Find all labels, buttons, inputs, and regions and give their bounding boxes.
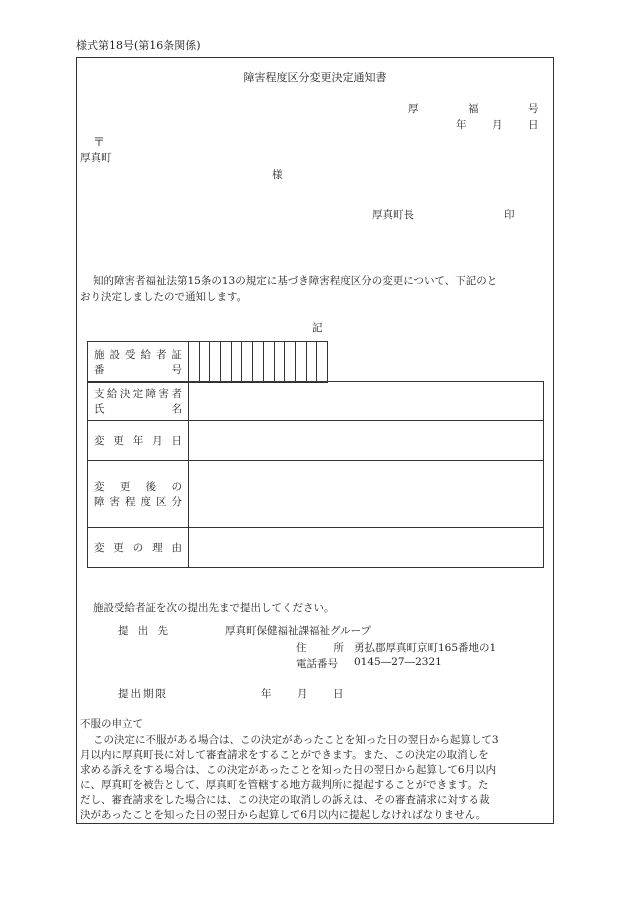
intro-line-1: 知的障害者福祉法第15条の13の規定に基づき障害程度区分の変更について、下記のと (93, 275, 498, 287)
new-disability-class-label: 変 更 後 の 障 害 程 度 区 分 (88, 461, 189, 528)
certificate-number-table (87, 341, 328, 383)
issuer-name: 厚真町長 (372, 209, 414, 221)
appeal-heading: 不服の申立て (80, 718, 143, 730)
change-reason-label: 変 更 の 理 由 (88, 528, 189, 568)
digit-cell[interactable] (199, 342, 210, 383)
intro-line-2: おり決定しましたので通知します。 (80, 291, 248, 303)
cert-label-line-2: 番 号 (94, 364, 182, 376)
deadline-month: 月 (297, 688, 308, 700)
deadline-day: 日 (333, 688, 344, 700)
digit-cell[interactable] (274, 342, 285, 383)
details-table (87, 381, 544, 568)
address-label: 住 所 (296, 642, 344, 654)
ki-label: 記 (312, 322, 323, 334)
seal-mark: 印 (504, 209, 515, 221)
document-title: 障害程度区分変更決定通知書 (243, 71, 387, 84)
submit-to-value: 厚真町保健福祉課福祉グループ (225, 625, 372, 637)
change-date-field[interactable] (189, 421, 544, 461)
phone-label: 電話番号 (296, 658, 338, 670)
table-row (88, 382, 544, 421)
digit-cell[interactable] (306, 342, 317, 383)
submit-to-label: 提 出 先 (118, 625, 168, 637)
recipient-name-field[interactable] (189, 382, 544, 421)
table-row (88, 421, 544, 461)
deadline-year: 年 (261, 688, 272, 700)
change-reason-field[interactable] (189, 528, 544, 568)
appeal-line-4: に、厚真町を被告として、厚真町を管轄する地方裁判所に提起することができます。た (80, 779, 489, 791)
digit-cell[interactable] (242, 342, 253, 383)
phone-value: 0145―27―2321 (354, 656, 442, 668)
table-row (88, 461, 544, 528)
address-value: 勇払郡厚真町京町165番地の1 (354, 642, 497, 654)
doc-number-suffix: 号 (528, 103, 539, 115)
appeal-line-6: 決があったことを知った日の翌日から起算して6月以内に提起しなければなりません。 (80, 809, 487, 821)
doc-number-prefix: 厚 (408, 103, 419, 115)
appeal-line-3: 求める訴えをする場合は、この決定があったことを知った日の翌日から起算して6月以内 (80, 764, 497, 776)
digit-cell[interactable] (210, 342, 221, 383)
deadline-label: 提出期限 (118, 688, 168, 700)
form-number: 様式第18号(第16条関係) (76, 39, 201, 52)
digit-cell[interactable] (285, 342, 296, 383)
new-disability-class-field[interactable] (189, 461, 544, 528)
doc-number-dept: 福 (468, 103, 479, 115)
digit-cell[interactable] (317, 342, 328, 383)
submit-instruction: 施設受給者証を次の提出先まで提出してください。 (93, 602, 335, 614)
digit-cell[interactable] (253, 342, 264, 383)
date-day: 日 (528, 119, 539, 131)
digit-cell[interactable] (231, 342, 242, 383)
digit-cell[interactable] (221, 342, 232, 383)
appeal-line-2: 月以内に厚真町長に対して審査請求をすることができます。また、この決定の取消しを (80, 749, 489, 761)
digit-cell[interactable] (189, 342, 200, 383)
postal-mark: 〒 (93, 135, 106, 149)
digit-cell[interactable] (263, 342, 274, 383)
recipient-honorific: 様 (272, 169, 283, 181)
date-month: 月 (492, 119, 503, 131)
appeal-line-1: この決定に不服がある場合は、この決定があったことを知った日の翌日から起算して3 (93, 734, 499, 746)
recipient-name-label: 支 給 決 定 障 害 者 氏 名 (88, 382, 189, 421)
change-date-label: 変 更 年 月 日 (88, 421, 189, 461)
date-year: 年 (456, 119, 467, 131)
appeal-line-5: だし、審査請求をした場合には、この決定の取消しの訴えは、その審査請求に対する裁 (80, 794, 490, 806)
table-row (88, 528, 544, 568)
digit-cell[interactable] (295, 342, 306, 383)
certificate-number-label (88, 342, 189, 383)
cert-label-line-1: 施 設 受 給 者 証 (94, 349, 182, 361)
address-town: 厚真町 (80, 152, 112, 164)
